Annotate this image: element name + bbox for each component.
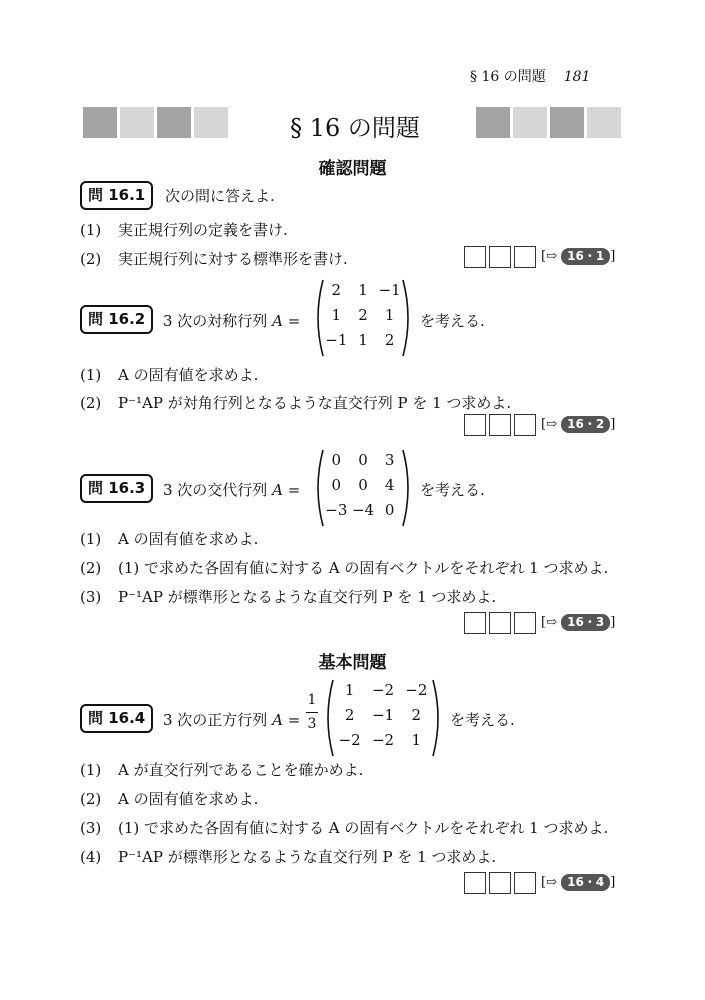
matrix-cell: 1 xyxy=(331,306,342,324)
header-section: § 16 の問題 xyxy=(470,69,546,85)
check-box[interactable] xyxy=(514,612,536,634)
list-item: (1) A が直交行列であることを確かめよ. xyxy=(80,761,364,779)
matrix-cell: 2 xyxy=(344,706,355,724)
fraction-denominator: 3 xyxy=(307,716,317,732)
left-paren xyxy=(318,450,323,526)
reference-badge: 16・3 xyxy=(561,614,610,631)
decor-square xyxy=(120,107,154,138)
decor-square xyxy=(83,107,117,138)
check-box[interactable] xyxy=(514,246,536,268)
matrix-cell: 3 xyxy=(384,451,395,469)
reference-checkboxes: [⇨ 16・4 ] xyxy=(464,872,615,894)
list-item: (1) A の固有値を求めよ. xyxy=(80,530,259,548)
matrix-cell: 2 xyxy=(384,331,395,349)
matrix-cell: 0 xyxy=(358,476,368,494)
check-box[interactable] xyxy=(464,612,486,634)
matrix-cell: 0 xyxy=(384,501,395,519)
left-paren xyxy=(318,280,323,356)
list-item: (3) P⁻¹AP が標準形となるような直交行列 P を 1 つ求めよ. xyxy=(80,588,497,606)
matrix xyxy=(313,278,413,358)
check-box[interactable] xyxy=(489,872,511,894)
matrix-cell: 0 xyxy=(331,476,342,494)
running-header xyxy=(470,66,630,86)
matrix xyxy=(323,678,443,758)
matrix-cell: 2 xyxy=(331,281,342,299)
matrix-cell: 1 xyxy=(411,731,422,749)
decor-square xyxy=(587,107,621,138)
matrix xyxy=(313,448,413,528)
matrix-cell: 0 xyxy=(331,451,342,469)
problem-label: 問 16.3 xyxy=(80,474,153,503)
fraction-numerator: 1 xyxy=(307,692,317,708)
problem-text: 3 次の正方行列 A = xyxy=(163,711,301,729)
list-item: (2) P⁻¹AP が対角行列となるような直交行列 P を 1 つ求めよ. xyxy=(80,394,512,412)
list-item: (4) P⁻¹AP が標準形となるような直交行列 P を 1 つ求めよ. xyxy=(80,848,497,866)
list-item: (3) (1) で求めた各固有値に対する A の固有ベクトルをそれぞれ 1 つ求めよ. xyxy=(80,819,609,837)
matrix-cell: −1 xyxy=(371,706,395,724)
problem-label: 問 16.1 xyxy=(80,181,153,210)
section-heading-basic: 基本問題 xyxy=(318,653,387,673)
check-box[interactable] xyxy=(489,414,511,436)
list-item: (2) (1) で求めた各固有値に対する A の固有ベクトルをそれぞれ 1 つ求めよ. xyxy=(80,559,609,577)
arrow-icon: ⇨ xyxy=(546,249,557,264)
arrow-icon: ⇨ xyxy=(546,615,557,630)
problem-text-post: を考える. xyxy=(450,711,515,729)
matrix-cell: −1 xyxy=(325,331,348,349)
list-item: (2) 実正規行列に対する標準形を書け. xyxy=(80,250,348,268)
arrow-icon: ⇨ xyxy=(546,417,557,432)
page-number: 181 xyxy=(563,69,591,85)
check-box[interactable] xyxy=(464,414,486,436)
matrix-cell: 1 xyxy=(344,681,355,699)
reference-badge: 16・1 xyxy=(561,248,610,265)
matrix-cell: 1 xyxy=(358,331,368,349)
reference-checkboxes: [⇨ 16・3 ] xyxy=(464,612,615,634)
matrix-cell: −2 xyxy=(338,731,361,749)
right-paren xyxy=(403,280,408,356)
page-title: § 16 の問題 xyxy=(290,114,420,142)
decor-square xyxy=(550,107,584,138)
reference-checkboxes: [⇨ 16・1 ] xyxy=(464,246,615,268)
left-paren xyxy=(328,680,333,756)
right-paren xyxy=(403,450,408,526)
matrix-cell: 2 xyxy=(411,706,422,724)
problem-text: 3 次の対称行列 A = xyxy=(163,312,301,330)
matrix-cell: −2 xyxy=(405,681,428,699)
arrow-icon: ⇨ xyxy=(546,875,557,890)
fraction-bar xyxy=(306,712,318,713)
matrix-cell: −4 xyxy=(351,501,375,519)
check-box[interactable] xyxy=(489,246,511,268)
matrix-cell: 1 xyxy=(384,306,395,324)
matrix-cell: 1 xyxy=(358,281,368,299)
reference-badge: 16・2 xyxy=(561,416,610,433)
section-heading-confirm: 確認問題 xyxy=(318,159,387,179)
reference-checkboxes: [⇨ 16・2 ] xyxy=(464,414,615,436)
matrix-cell: 2 xyxy=(358,306,368,324)
list-item: (2) A の固有値を求めよ. xyxy=(80,790,259,808)
check-box[interactable] xyxy=(464,872,486,894)
problem-text-post: を考える. xyxy=(420,312,485,330)
decor-square xyxy=(513,107,547,138)
matrix-cell: 4 xyxy=(384,476,395,494)
right-paren xyxy=(433,680,438,756)
check-box[interactable] xyxy=(514,414,536,436)
check-box[interactable] xyxy=(464,246,486,268)
reference-badge: 16・4 xyxy=(561,874,610,891)
problem-text: 3 次の交代行列 A = xyxy=(163,481,301,499)
list-item: (1) A の固有値を求めよ. xyxy=(80,366,259,384)
decor-square xyxy=(157,107,191,138)
problem-label: 問 16.4 xyxy=(80,704,153,733)
list-item: (1) 実正規行列の定義を書け. xyxy=(80,221,288,239)
problem-text-post: を考える. xyxy=(420,481,485,499)
matrix-cell: −2 xyxy=(371,731,395,749)
check-box[interactable] xyxy=(514,872,536,894)
matrix-cell: −1 xyxy=(378,281,401,299)
matrix-cell: −3 xyxy=(325,501,348,519)
matrix-cell: −2 xyxy=(371,681,395,699)
check-box[interactable] xyxy=(489,612,511,634)
problem-label: 問 16.2 xyxy=(80,305,153,334)
problem-text: 次の問に答えよ. xyxy=(165,187,275,205)
matrix-cell: 0 xyxy=(358,451,368,469)
